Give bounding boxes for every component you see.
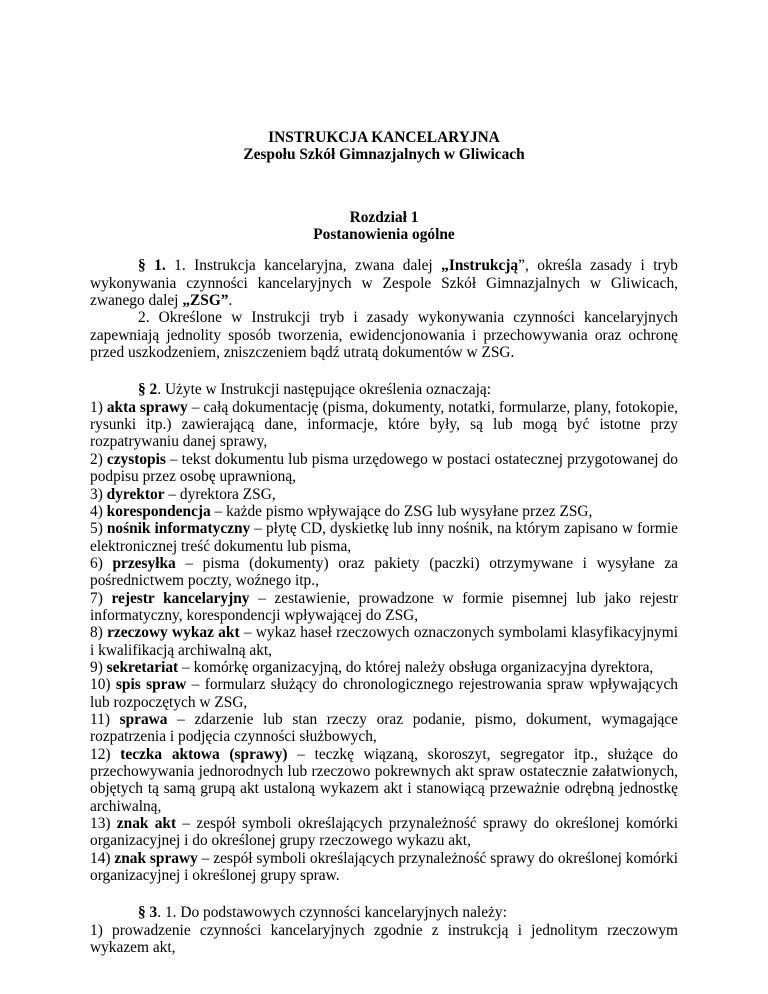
chapter-name: Postanowienia ogólne	[313, 226, 455, 244]
paragraph-1-sign: § 1.	[138, 257, 166, 275]
definition-term: akta sprawy	[106, 398, 188, 416]
definition-number: 13)	[90, 815, 117, 833]
definition-number: 1)	[90, 398, 107, 416]
definition-number: 5)	[90, 520, 107, 538]
definition-item	[90, 520, 678, 555]
definition-text: – zespół symboli określających przynależność sprawy do określonej komórki organizacyjnej i do określonej grupy rzeczowego wykazu akt,	[90, 815, 678, 850]
paragraph-3-intro-text: . 1. Do podstawowych czynności kancelaryjnych należy:	[157, 904, 507, 922]
definition-text: – dyrektora ZSG,	[164, 485, 276, 503]
definition-text: – płytę CD, dyskietkę lub inny nośnik, na którym zapisano w formie elektronicznej treść dokumentu lub pisma,	[90, 520, 679, 555]
paragraph-2-intro-text: . Użyte w Instrukcji następujące określenia oznaczają:	[157, 381, 491, 399]
definition-text: – całą dokumentację (pisma, dokumenty, notatki, formularze, plany, fotokopie, rysunki itp.) zawierającą dane, informacje, które były, są lub mogą być istotne przy rozpatrywaniu danej sprawy,	[90, 398, 679, 451]
document-title: INSTRUKCJA KANCELARYJNA	[268, 129, 500, 146]
definition-number: 10)	[90, 676, 116, 694]
definition-item	[90, 399, 678, 451]
definition-number: 4)	[90, 502, 107, 520]
chapter-number: Rozdział 1	[349, 208, 419, 226]
document-body	[90, 129, 678, 956]
document-header	[90, 129, 678, 164]
definition-item	[90, 486, 678, 503]
paragraph-1	[90, 257, 678, 361]
definition-item	[90, 503, 678, 520]
definition-term: sprawa	[119, 710, 168, 728]
paragraph-3-sign: § 3	[138, 904, 158, 922]
definition-text: – zdarzenie lub stan rzeczy oraz podanie, pismo, dokument, wymagające rozpatrzenia i podjęcia czynności służbowych,	[90, 710, 678, 746]
definition-item	[90, 624, 678, 659]
definition-item	[90, 659, 678, 676]
definition-number: 3)	[90, 485, 107, 503]
paragraph-1-end: .	[228, 292, 233, 310]
definition-text: – zespół symboli określających przynależność sprawy do określonej komórki organizacyjnej i określonej grupy spraw.	[90, 849, 678, 885]
definition-number: 14)	[90, 849, 115, 867]
definition-number: 2)	[90, 450, 107, 468]
definition-term: spis spraw	[115, 676, 187, 694]
definition-item	[90, 746, 678, 815]
definition-number: 11)	[90, 710, 120, 728]
definition-item	[90, 451, 678, 486]
paragraph-1-point-2: 2. Określone w Instrukcji tryb i zasady wykonywania czynności kancelaryjnych zapewniają jednolity sposób tworzenia, ewidencjonowania i przechowywania oraz ochronę przed uszkodzeniem, zniszczeniem bądź utratą dokumentów w ZSG.	[90, 309, 678, 362]
definition-term: rzeczowy wykaz akt	[107, 624, 240, 642]
definition-number: 8)	[90, 624, 108, 642]
definition-number: 6)	[90, 554, 113, 572]
paragraph-3-intro	[90, 904, 678, 921]
definition-number: 7)	[90, 589, 112, 607]
term-instrukcja: „Instrukcją	[441, 257, 519, 275]
definition-text: – tekst dokumentu lub pisma urzędowego w postaci ostatecznej przygotowanej do podpisu przez osobę uprawnioną,	[90, 450, 678, 486]
definition-item	[90, 711, 678, 746]
definition-number: 9)	[90, 658, 107, 676]
paragraph-2-sign: § 2	[138, 381, 158, 399]
definition-term: nośnik informatyczny	[106, 520, 251, 538]
paragraph-1-point-1	[90, 257, 678, 309]
definition-text: – teczkę wiązaną, skoroszyt, segregator itp., służące do przechowywania jednorodnych lub rzeczowo pokrewnych akt spraw ostatecznie załatwionych, objętych tą samą grupą akt ustaloną wykazem akt i stanowiącą przeważnie odrębną jednostkę archiwalną,	[90, 745, 678, 815]
definition-item	[90, 590, 678, 625]
paragraph-3-item-1: 1) prowadzenie czynności kancelaryjnych zgodnie z instrukcją i jednolitym rzeczowym wykazem akt,	[90, 921, 678, 957]
definition-text: – komórkę organizacyjną, do której należy obsługa organizacyjna dyrektora,	[178, 658, 654, 676]
term-zsg: „ZSG”	[182, 292, 229, 310]
definition-item	[90, 815, 678, 850]
paragraph-1-lead: 1. Instrukcja kancelaryjna, zwana dalej	[165, 257, 442, 275]
definition-term: korespondencja	[106, 502, 211, 520]
definition-term: znak akt	[116, 815, 177, 833]
definition-term: przesyłka	[112, 554, 176, 572]
definition-number: 12)	[90, 745, 121, 763]
definition-item	[90, 555, 678, 590]
definitions-list	[90, 399, 678, 885]
definition-item	[90, 850, 678, 885]
definition-text: – każde pismo wpływające do ZSG lub wysyłane przez ZSG,	[210, 502, 593, 520]
document-subtitle: Zespołu Szkół Gimnazjalnych w Gliwicach	[243, 146, 525, 164]
chapter-heading	[90, 209, 678, 244]
definition-text: – formularz służący do chronologicznego rejestrowania spraw wpływających lub rozpoczętych w ZSG,	[90, 676, 678, 711]
definition-term: teczka aktowa (sprawy)	[120, 745, 288, 763]
paragraph-1-mid: ”, określa zasady i tryb wykonywania czynności kancelaryjnych w Zespole Szkół Gimnazjalnych w Gliwicach, zwanego dalej	[90, 257, 679, 310]
definition-term: rejestr kancelaryjny	[111, 589, 250, 607]
definition-text: – pisma (dokumenty) oraz pakiety (paczki) otrzymywane i wysyłane za pośrednictwem poczty, woźnego itp.,	[90, 554, 678, 590]
paragraph-2	[90, 381, 678, 884]
paragraph-2-intro	[90, 381, 678, 398]
definition-term: sekretariat	[106, 658, 179, 676]
definition-term: dyrektor	[106, 485, 165, 503]
definition-term: znak sprawy	[114, 849, 198, 867]
definition-text: – zestawienie, prowadzone w formie pisemnej lub jako rejestr informatyczny, korespondencji wpływającej do ZSG,	[90, 589, 678, 624]
definition-text: – wykaz haseł rzeczowych oznaczonych symbolami klasyfikacyjnymi i kwalifikacją archiwalną akt,	[90, 624, 679, 659]
definition-item	[90, 676, 678, 711]
paragraph-3	[90, 904, 678, 956]
definition-term: czystopis	[106, 450, 166, 468]
